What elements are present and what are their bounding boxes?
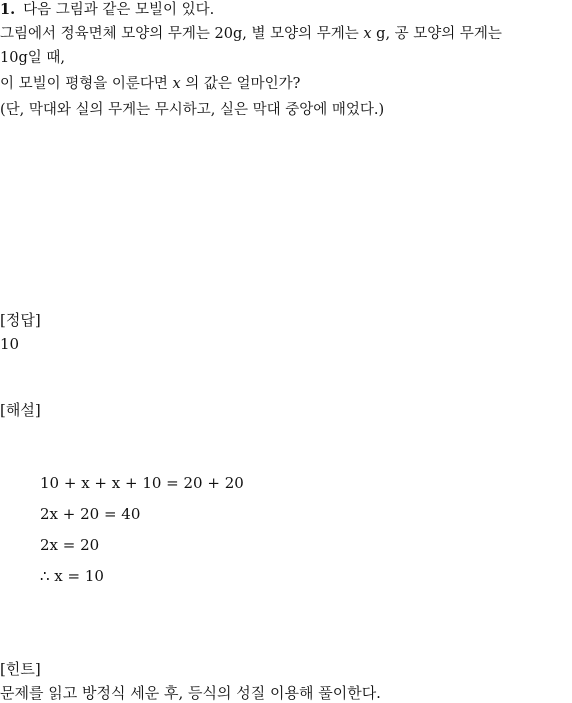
hint-label: [힌트]	[0, 660, 41, 678]
question-title: 다음 그림과 같은 모빌이 있다.	[23, 2, 215, 18]
question-title-line	[0, 0, 214, 20]
question-number: 1.	[0, 1, 16, 18]
explanation-equation-1: 10 + x + x + 10 = 20 + 20	[40, 474, 244, 492]
question-line-2-a: 그림에서 정육면체 모양의 무게는 20g, 별 모양의 무게는	[0, 26, 364, 42]
question-line-3: 10g일 때,	[0, 50, 65, 66]
question-line-2-var: x	[363, 26, 372, 42]
explanation-equation-3: 2x = 20	[40, 536, 100, 554]
question-line-4	[0, 74, 300, 94]
explanation-equation-4: ∴ x = 10	[40, 567, 104, 585]
question-line-2	[0, 24, 502, 44]
hint-text: 문제를 읽고 방정식 세운 후, 등식의 성질 이용해 풀이한다.	[0, 684, 381, 702]
question-line-4-var: x	[172, 76, 181, 92]
explanation-label: [해설]	[0, 401, 41, 419]
question-line-2-b: g, 공 모양의 무게는	[371, 26, 502, 42]
question-line-4-b: 의 값은 얼마인가?	[180, 76, 301, 92]
answer-value: 10	[0, 335, 20, 353]
explanation-equation-2: 2x + 20 = 40	[40, 505, 141, 523]
answer-label: [정답]	[0, 311, 41, 329]
question-line-5: (단, 막대와 실의 무게는 무시하고, 실은 막대 중앙에 매었다.)	[0, 102, 385, 118]
question-line-4-a: 이 모빌이 평형을 이룬다면	[0, 76, 173, 92]
